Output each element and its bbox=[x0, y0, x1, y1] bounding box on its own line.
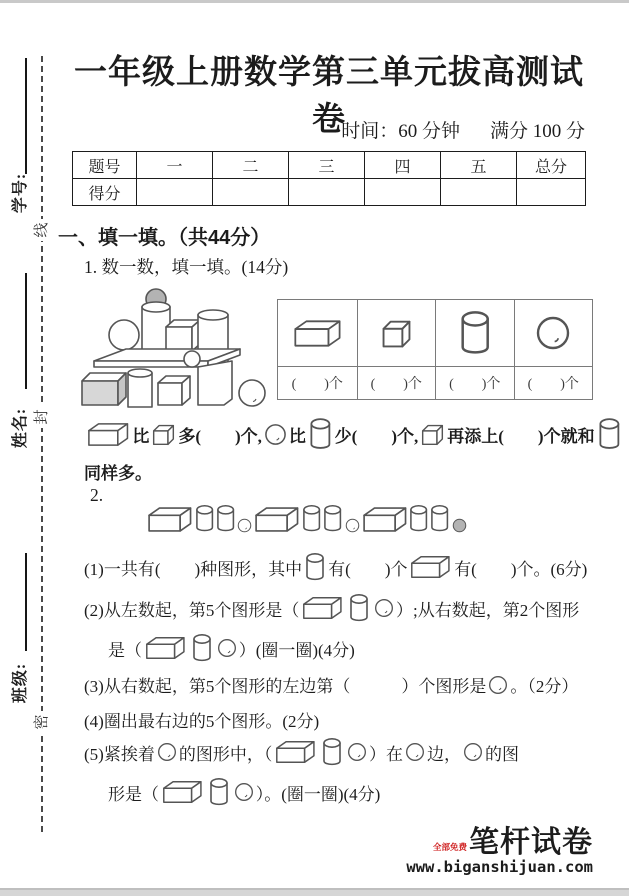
count-cell: ( )个 bbox=[357, 366, 436, 399]
header-cell: 五 bbox=[441, 152, 517, 179]
q2-shape-sequence bbox=[146, 503, 468, 534]
shape-count-table bbox=[277, 299, 593, 400]
cylinder-icon bbox=[408, 503, 429, 534]
cube-icon bbox=[151, 422, 176, 447]
score-table-header-row bbox=[73, 152, 586, 179]
empty-score-cell bbox=[441, 179, 517, 206]
exam-info-line bbox=[60, 116, 585, 143]
empty-score-cell bbox=[213, 179, 289, 206]
cuboid-icon bbox=[361, 505, 409, 534]
cylinder-icon bbox=[194, 503, 215, 534]
count-row bbox=[278, 366, 592, 399]
sphere-icon bbox=[237, 518, 252, 533]
q2-sub5-text: 的图形中，（ bbox=[178, 744, 273, 764]
q2-sub1-text: (1)一共有( )种图形，其中 bbox=[84, 559, 303, 579]
q2-sub2-line2 bbox=[108, 632, 355, 664]
q2-sub2-line1 bbox=[84, 592, 579, 624]
q2-sub3-text: 。（2分） bbox=[510, 677, 579, 696]
sphere-icon bbox=[264, 423, 287, 446]
cube-icon bbox=[380, 317, 413, 350]
empty-score-cell bbox=[137, 179, 213, 206]
count-cell: ( )个 bbox=[278, 366, 357, 399]
cylinder-icon bbox=[429, 503, 450, 534]
cuboid-icon bbox=[146, 505, 194, 534]
watermark bbox=[406, 828, 593, 877]
sphere-icon bbox=[345, 518, 360, 533]
sphere-icon bbox=[535, 315, 571, 351]
shape-cell-ball bbox=[514, 300, 593, 366]
free-stamp: 全部免费 bbox=[432, 842, 467, 853]
header-cell: 三 bbox=[289, 152, 365, 179]
q2-sub3-text: (3)从右数起，第5个图形的左边第（ ）个图形是 bbox=[84, 677, 487, 696]
compare-text: 再添上( )个就和 bbox=[447, 426, 595, 446]
cylinder-icon bbox=[348, 592, 370, 624]
q2-sub5-text: 的图 bbox=[485, 744, 520, 764]
sphere-icon bbox=[405, 742, 425, 762]
empty-score-cell bbox=[365, 179, 441, 206]
q2-sub5-text: ）在 bbox=[369, 744, 404, 764]
full-score-info: 满分 100 分 bbox=[489, 121, 585, 142]
q2-sub4: (4)圈出最右边的5个图形。(2分) bbox=[84, 712, 320, 731]
score-table bbox=[72, 151, 586, 206]
sphere-icon bbox=[347, 742, 367, 762]
sphere-icon bbox=[488, 675, 508, 695]
cylinder-icon bbox=[215, 503, 236, 534]
sphere-icon bbox=[157, 742, 177, 762]
cylinder-icon bbox=[304, 551, 326, 583]
shape-cell-cylinder bbox=[435, 300, 514, 366]
shape-cell-cuboid bbox=[278, 300, 357, 366]
compare-text: 比 bbox=[288, 426, 306, 446]
count-cell: ( )个 bbox=[435, 366, 514, 399]
page-bottom-edge bbox=[0, 888, 629, 896]
q2-sub1 bbox=[84, 551, 587, 583]
sphere-icon bbox=[463, 742, 483, 762]
question-1-label: 1. 数一数，填一填。(14分) bbox=[84, 257, 289, 277]
watermark-brand: 笔杆试卷 bbox=[469, 826, 593, 859]
compare-text: 多( )个, bbox=[178, 426, 262, 446]
empty-score-cell bbox=[517, 179, 586, 206]
name-write-line bbox=[25, 273, 27, 389]
q2-sub5-line1 bbox=[84, 736, 519, 768]
section-1-heading: 一、填一填。（共44分） bbox=[58, 227, 271, 249]
compare-text: 少( )个, bbox=[334, 426, 419, 446]
q2-sub5-text: (5)紧挨着 bbox=[84, 744, 155, 764]
header-cell: 题号 bbox=[73, 152, 137, 179]
sphere-icon bbox=[374, 598, 394, 618]
seal-char-mi: 密 bbox=[31, 711, 53, 733]
cylinder-icon bbox=[191, 632, 213, 664]
watermark-url: www.biganshijuan.com bbox=[406, 858, 593, 876]
page-top-edge bbox=[0, 0, 629, 3]
header-cell: 四 bbox=[365, 152, 441, 179]
class-label: 班级: bbox=[12, 662, 29, 704]
cuboid-icon bbox=[301, 595, 344, 621]
q2-sub1-text: 有( )个 bbox=[328, 559, 408, 579]
cube-icon bbox=[420, 422, 445, 447]
time-info: 时间：60 分钟 bbox=[341, 121, 460, 142]
cuboid-icon bbox=[292, 318, 343, 349]
cuboid-icon bbox=[409, 554, 452, 580]
cylinder-icon bbox=[458, 308, 492, 358]
header-cell: 一 bbox=[137, 152, 213, 179]
cuboid-icon bbox=[253, 505, 301, 534]
q2-sub5-line2 bbox=[108, 776, 380, 808]
student-id-label: 学号: bbox=[12, 172, 29, 214]
cylinder-icon bbox=[321, 736, 343, 768]
cuboid-icon bbox=[86, 421, 130, 448]
q2-sub2-text: ）;从右数起，第2个图形 bbox=[396, 600, 580, 620]
score-table-score-row bbox=[73, 179, 586, 206]
shape-row bbox=[278, 300, 592, 366]
q2-sub5-text: ）。(圈一圈)(4分) bbox=[255, 784, 381, 804]
shape-cell-cube bbox=[357, 300, 436, 366]
q2-sub2-text: (2)从左数起，第5个图形是（ bbox=[84, 600, 300, 620]
cuboid-icon bbox=[274, 739, 317, 765]
shaded-sphere-icon bbox=[452, 518, 467, 533]
seal-char-line: 线 bbox=[31, 219, 53, 241]
q2-sub3 bbox=[84, 672, 578, 697]
q2-sub5-text: 形是（ bbox=[108, 784, 159, 804]
cylinder-icon bbox=[308, 416, 333, 452]
header-cell: 总分 bbox=[517, 152, 586, 179]
q2-sub2-text: 是（ bbox=[108, 640, 142, 660]
count-cell: ( )个 bbox=[514, 366, 593, 399]
q2-sub5-text: 边， bbox=[427, 744, 462, 764]
page-title: 一年级上册数学第三单元拔高测试卷 bbox=[74, 55, 584, 138]
cylinder-icon bbox=[597, 416, 622, 452]
q1-compare-line bbox=[84, 416, 599, 452]
cylinder-icon bbox=[208, 776, 230, 808]
class-write-line bbox=[25, 553, 27, 651]
cylinder-icon bbox=[301, 503, 322, 534]
question-2-number: 2. bbox=[90, 485, 104, 505]
seal-char-feng: 封 bbox=[31, 406, 53, 428]
sphere-icon bbox=[217, 638, 237, 658]
score-row-label: 得分 bbox=[73, 179, 137, 206]
q2-sub1-text: 有( )个。(6分) bbox=[454, 559, 588, 579]
cylinder-icon bbox=[322, 503, 343, 534]
q2-sub2-text: ）(圈一圈)(4分) bbox=[238, 640, 355, 660]
blocks-illustration bbox=[80, 287, 275, 409]
empty-score-cell bbox=[289, 179, 365, 206]
sphere-icon bbox=[234, 782, 254, 802]
header-cell: 二 bbox=[213, 152, 289, 179]
cuboid-icon bbox=[161, 779, 204, 805]
cuboid-icon bbox=[144, 635, 187, 661]
name-label: 姓名: bbox=[12, 407, 29, 449]
q1-compare-tail: 同样多。 bbox=[84, 464, 152, 483]
compare-text: 比 bbox=[132, 426, 150, 446]
student-id-write-line bbox=[25, 58, 27, 174]
